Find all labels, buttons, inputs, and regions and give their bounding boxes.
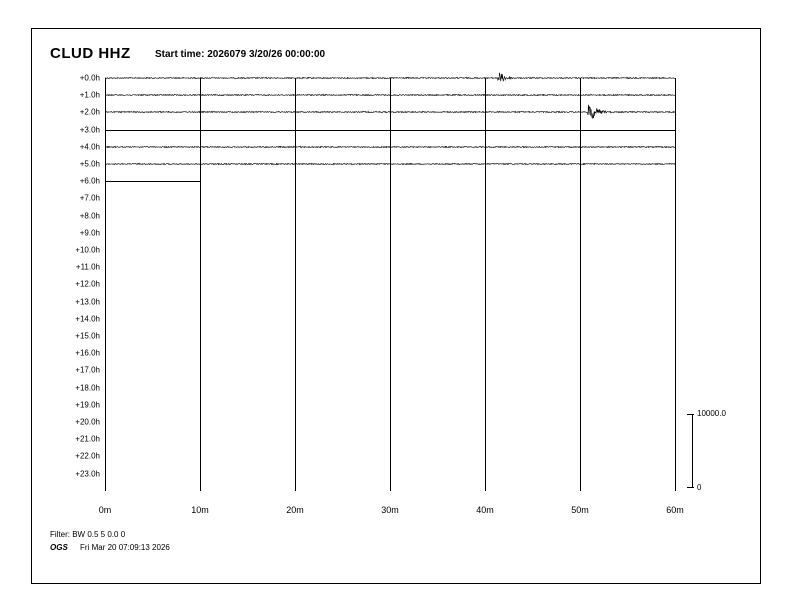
- scale-bar-top-tick: [687, 414, 694, 415]
- trace-waveform: [105, 150, 675, 178]
- y-axis-tick-label: +4.0h: [79, 142, 100, 152]
- x-axis-tick-label: 10m: [191, 505, 209, 515]
- trace-row: [105, 164, 675, 165]
- scale-bar-bottom-tick: [687, 487, 694, 488]
- x-axis-tick-label: 20m: [286, 505, 304, 515]
- amplitude-scale-bar: [684, 414, 702, 488]
- trace-row: [105, 130, 675, 131]
- scale-top-label: 10000.0: [697, 409, 726, 418]
- x-axis-labels: [98, 505, 685, 519]
- x-axis-tick-label: 0m: [98, 505, 112, 515]
- y-axis-tick-label: +15.0h: [75, 331, 100, 341]
- filter-label: Filter: BW 0.5 5 0.0 0: [50, 530, 126, 539]
- y-axis-tick-label: +16.0h: [75, 348, 100, 358]
- y-axis-tick-label: +17.0h: [75, 365, 100, 375]
- y-axis-tick-label: +3.0h: [79, 125, 100, 135]
- y-axis-tick-label: +19.0h: [75, 400, 100, 410]
- x-axis-tick-label: 30m: [381, 505, 399, 515]
- grid-line-vertical: [675, 78, 676, 491]
- x-axis-tick-label: 60m: [666, 505, 684, 515]
- y-axis-tick-label: +13.0h: [75, 297, 100, 307]
- trace-row: [105, 112, 675, 113]
- y-axis-tick-label: +20.0h: [75, 417, 100, 427]
- y-axis-tick-label: +23.0h: [75, 469, 100, 479]
- footer: [50, 543, 170, 552]
- y-axis-tick-label: +8.0h: [79, 211, 100, 221]
- start-time-label: Start time: 2026079 3/20/26 00:00:00: [155, 49, 326, 60]
- y-axis-tick-label: +22.0h: [75, 451, 100, 461]
- trace-baseline: [105, 130, 675, 131]
- x-axis-tick-label: 50m: [571, 505, 589, 515]
- y-axis-tick-label: +2.0h: [79, 107, 100, 117]
- trace-row: [105, 78, 675, 79]
- y-axis-tick-label: +21.0h: [75, 434, 100, 444]
- y-axis-tick-label: +11.0h: [75, 262, 100, 272]
- y-axis-tick-label: +5.0h: [79, 159, 100, 169]
- y-axis-tick-label: +7.0h: [79, 193, 100, 203]
- y-axis-tick-label: +0.0h: [79, 73, 100, 83]
- trace-plot-area: [105, 78, 675, 491]
- trace-row: [105, 147, 675, 148]
- y-axis-tick-label: +14.0h: [75, 314, 100, 324]
- y-axis-tick-label: +9.0h: [79, 228, 100, 238]
- y-axis-tick-label: +6.0h: [79, 176, 100, 186]
- y-axis-tick-label: +1.0h: [79, 90, 100, 100]
- page-title: CLUD HHZ: [50, 45, 131, 62]
- y-axis-tick-label: +18.0h: [75, 383, 100, 393]
- scale-bottom-label: 0: [697, 483, 702, 492]
- y-axis-tick-label: +12.0h: [75, 279, 100, 289]
- organization-label: OGS: [50, 543, 68, 552]
- trace-baseline: [105, 181, 200, 182]
- y-axis-tick-label: +10.0h: [75, 245, 100, 255]
- x-axis-tick-label: 40m: [476, 505, 494, 515]
- trace-row: [105, 95, 675, 96]
- scale-bar-line: [692, 414, 693, 488]
- trace-waveform: [105, 98, 675, 126]
- trace-row: [105, 181, 675, 182]
- render-date-label: Fri Mar 20 07:09:13 2026: [80, 543, 170, 552]
- y-axis-labels: [50, 73, 100, 491]
